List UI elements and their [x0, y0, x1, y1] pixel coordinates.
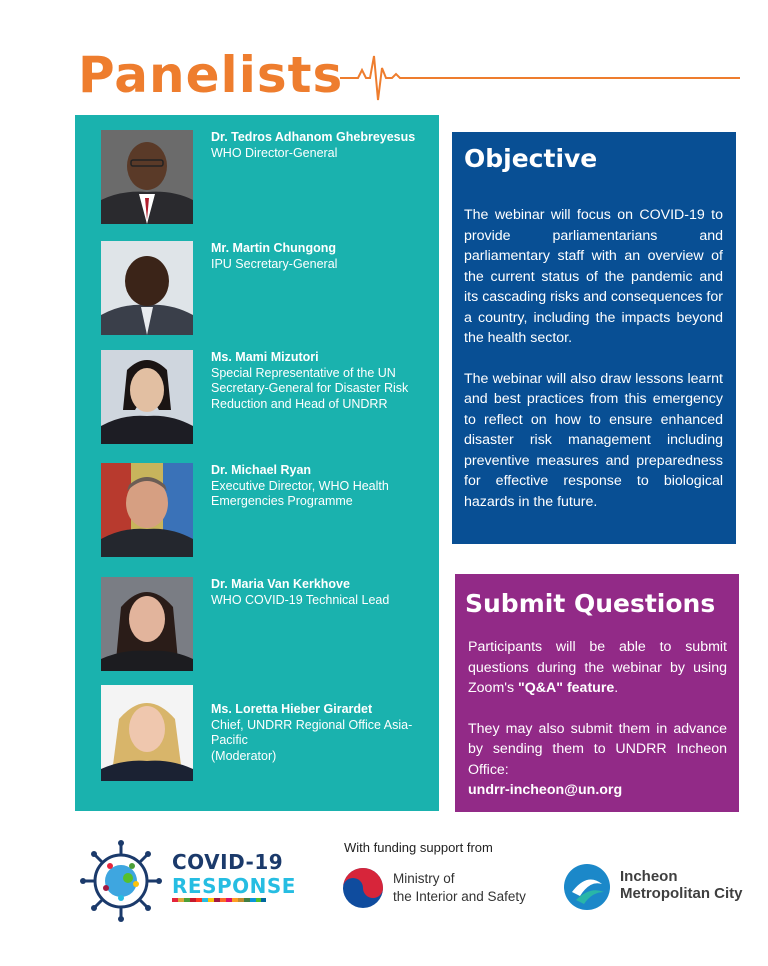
qa-feature-label: "Q&A" feature — [518, 680, 615, 696]
panelist-name: Ms. Mami Mizutori — [211, 350, 319, 364]
panelist-photo — [101, 130, 193, 224]
ministry-taegeuk-logo-icon — [341, 866, 385, 910]
submit-questions-box — [455, 574, 739, 812]
panelist-photo — [101, 685, 193, 781]
covid-response-logo-text — [172, 850, 296, 898]
funding-label: With funding support from — [344, 840, 493, 855]
panelist-role: Executive Director, WHO Health Emergencies Programme — [211, 478, 389, 508]
incheon-logo-text — [620, 868, 743, 902]
panelist-role: Chief, UNDRR Regional Office Asia-Pacific — [211, 717, 413, 747]
covid-line1: COVID-19 — [172, 850, 284, 874]
covid-virus-logo-icon — [78, 838, 164, 924]
panelist-photo — [101, 463, 193, 557]
panelist-name: Dr. Tedros Adhanom Ghebreyesus — [211, 130, 416, 144]
panelist-name: Dr. Michael Ryan — [211, 463, 312, 477]
objective-paragraph: The webinar will also draw lessons learnt and best practices from this emergency to reflect on how to ensure enhanced disaster risk management including preventive measures and preparedness for effective response to biological hazards in the future. — [464, 370, 723, 510]
ministry-line1: Ministry of — [393, 871, 455, 886]
incheon-line1: Incheon — [620, 868, 678, 885]
incheon-logo-icon — [562, 862, 612, 912]
submit-text-end: . — [614, 680, 619, 696]
panelist-name: Ms. Loretta Hieber Girardet — [211, 702, 373, 716]
panelist-role: IPU Secretary-General — [211, 256, 338, 271]
heartbeat-line-icon — [340, 48, 740, 108]
submit-email-link[interactable]: undrr-incheon@un.org — [468, 782, 623, 798]
panelist-photo — [101, 350, 193, 444]
page-title: Panelists — [78, 46, 344, 104]
submit-paragraph: They may also submit them in advance by sending them to UNDRR Incheon Office: — [468, 720, 727, 778]
panelist-name: Mr. Martin Chungong — [211, 241, 336, 255]
submit-title: Submit Questions — [465, 589, 716, 618]
panelist-photo — [101, 577, 193, 671]
panelist-role: WHO Director-General — [211, 145, 338, 160]
ministry-line2: the Interior and Safety — [393, 889, 526, 904]
incheon-line2: Metropolitan City — [620, 885, 743, 902]
submit-paragraph — [468, 637, 727, 699]
panelists-panel — [75, 115, 439, 811]
panelist-name: Dr. Maria Van Kerkhove — [211, 577, 350, 591]
objective-paragraph: The webinar will focus on COVID-19 to provide parliamentarians and parliamentary staff with an overview of the current status of the pandemic and its cascading risks and consequences for a country, including the impacts beyond the health sector. — [464, 207, 723, 346]
submit-text: Participants will be able to submit questions during the webinar by using Zoom's — [468, 639, 727, 696]
objective-title: Objective — [464, 144, 598, 173]
panelist-role: Special Representative of the UN Secretary-General for Disaster Risk Reduction and Head of UNDRR — [211, 365, 409, 411]
objective-box — [452, 132, 736, 544]
sdg-color-bar — [172, 898, 266, 902]
ministry-logo-text — [393, 870, 526, 906]
panelist-note: (Moderator) — [211, 748, 277, 763]
panelist-photo — [101, 241, 193, 335]
covid-line2: RESPONSE — [172, 874, 296, 898]
panelist-role: WHO COVID-19 Technical Lead — [211, 592, 390, 607]
